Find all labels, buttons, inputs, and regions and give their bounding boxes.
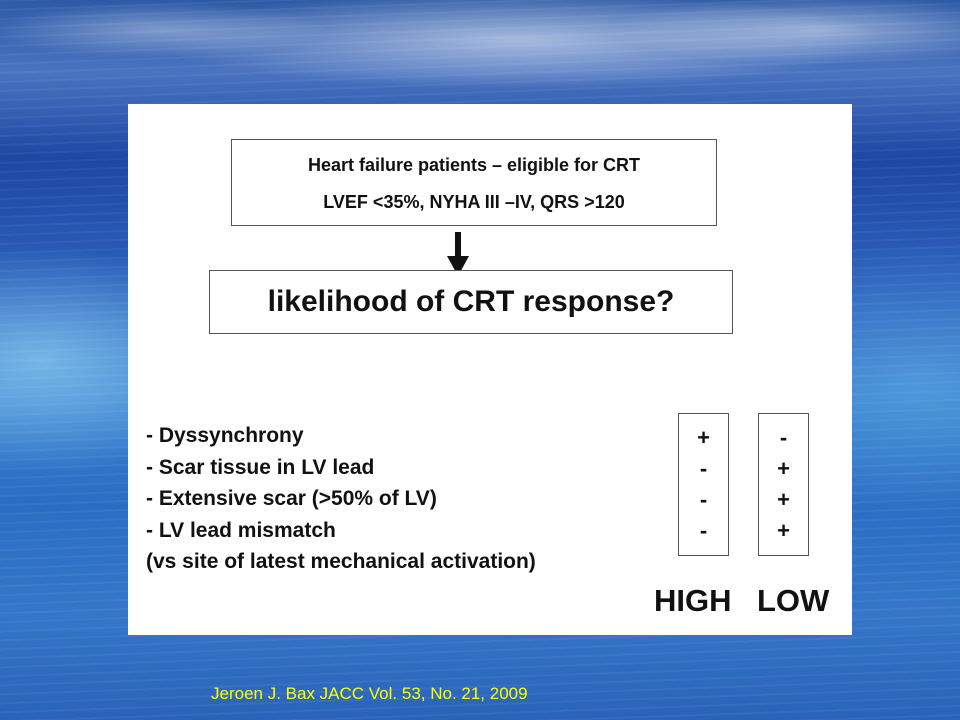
sign-cell: - bbox=[779, 425, 788, 450]
sign-cell: + bbox=[777, 456, 790, 481]
sign-cell: - bbox=[699, 487, 708, 512]
sign-cell: + bbox=[777, 518, 790, 543]
question-box bbox=[209, 270, 733, 334]
high-signs-box bbox=[678, 413, 729, 556]
eligibility-title: Heart failure patients – eligible for CRT bbox=[307, 155, 641, 175]
factor-item: - Dyssynchrony bbox=[146, 424, 304, 447]
eligibility-box bbox=[231, 139, 717, 226]
sign-cell: + bbox=[777, 487, 790, 512]
factor-item: - Extensive scar (>50% of LV) bbox=[146, 487, 437, 510]
eligibility-criteria: LVEF <35%, NYHA III –IV, QRS >120 bbox=[323, 192, 625, 212]
sign-cell: - bbox=[699, 456, 708, 481]
sign-cell: + bbox=[697, 425, 710, 450]
high-label: HIGH bbox=[654, 583, 732, 618]
low-label: LOW bbox=[757, 583, 830, 618]
sign-cell: - bbox=[699, 518, 708, 543]
citation-text: Jeroen J. Bax JACC Vol. 53, No. 21, 2009 bbox=[211, 684, 528, 703]
diagram-slide bbox=[128, 104, 852, 635]
factor-list bbox=[146, 420, 536, 578]
question-text: likelihood of CRT response? bbox=[267, 285, 675, 318]
factor-note: (vs site of latest mechanical activation) bbox=[146, 550, 536, 573]
factor-item: - Scar tissue in LV lead bbox=[146, 455, 375, 479]
factor-item: - LV lead mismatch bbox=[146, 518, 336, 542]
low-signs-box bbox=[758, 413, 809, 556]
